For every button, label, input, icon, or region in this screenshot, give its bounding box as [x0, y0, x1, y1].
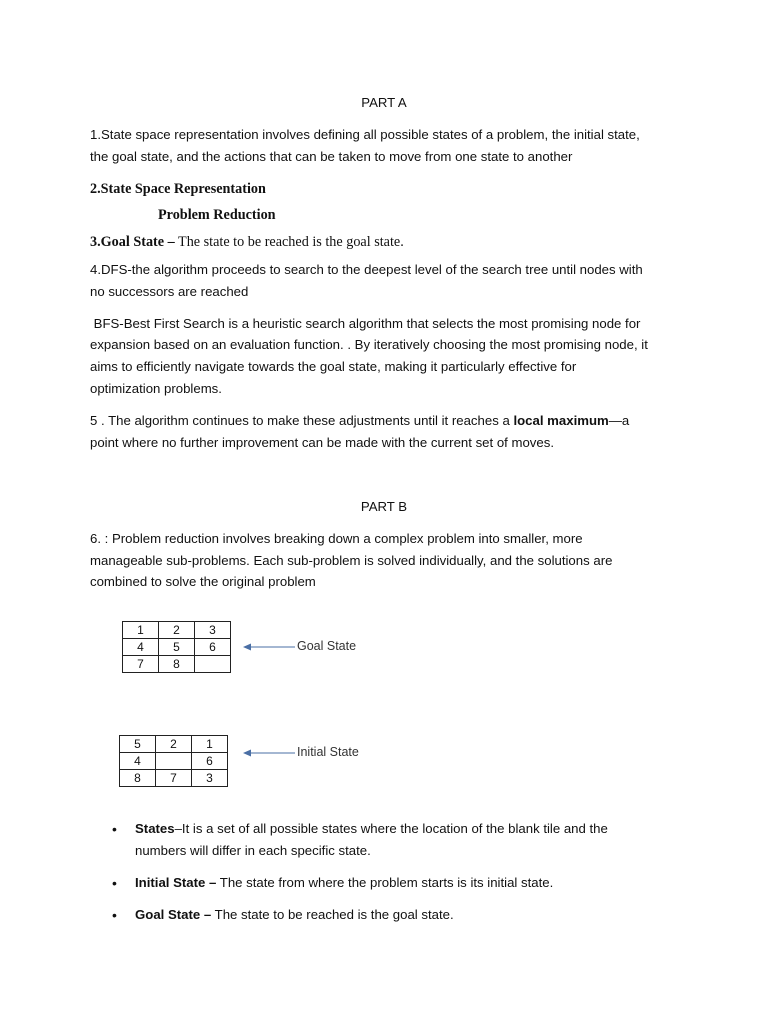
- q5-line1: [90, 410, 629, 432]
- grid-cell: 7: [123, 656, 159, 673]
- grid-cell: 8: [159, 656, 195, 673]
- initial-state-label: Initial State: [297, 745, 359, 759]
- bullet-initial-state: [135, 872, 553, 894]
- initial-arrow-icon: [243, 747, 295, 759]
- q6-line3: combined to solve the original problem: [90, 574, 316, 589]
- q4-bfs-line2: expansion based on an evaluation function. . By iteratively choosing the most promising node, it: [90, 337, 648, 352]
- q2-line1: 2.State Space Representation: [90, 181, 266, 197]
- grid-row: [120, 753, 228, 770]
- q5-bold: local maximum: [513, 413, 609, 428]
- grid-row: [123, 639, 231, 656]
- q4-bfs-line1: BFS-Best First Search is a heuristic search algorithm that selects the most promising node for: [90, 316, 641, 331]
- q4-bfs-line3: aims to efficiently navigate towards the goal state, making it particularly effective for: [90, 359, 577, 374]
- grid-cell: 1: [123, 622, 159, 639]
- grid-cell: 5: [159, 639, 195, 656]
- grid-cell: 1: [192, 736, 228, 753]
- grid-cell: 5: [120, 736, 156, 753]
- q3-line: [90, 231, 404, 253]
- grid-row: [120, 770, 228, 787]
- grid-row: [123, 622, 231, 639]
- bullet-text: The state to be reached is the goal state.: [211, 907, 454, 922]
- grid-cell: 8: [120, 770, 156, 787]
- bullet-icon: •: [112, 821, 117, 837]
- grid-row: [120, 736, 228, 753]
- grid-cell: 4: [123, 639, 159, 656]
- part-a-heading: PART A: [361, 95, 407, 110]
- grid-cell: 3: [195, 622, 231, 639]
- q1-line1: 1.State space representation involves defining all possible states of a problem, the initial state,: [90, 127, 640, 142]
- bullet-goal-state: [135, 904, 454, 926]
- grid-cell: [195, 656, 231, 673]
- q5-pre: 5 . The algorithm continues to make these adjustments until it reaches a: [90, 413, 514, 428]
- bullet-icon: •: [112, 907, 117, 923]
- part-b-heading: PART B: [360, 499, 408, 514]
- grid-row: [123, 656, 231, 673]
- grid-cell: 6: [195, 639, 231, 656]
- q4-dfs-line2: no successors are reached: [90, 284, 249, 299]
- bullet-icon: •: [112, 875, 117, 891]
- grid-cell: 2: [156, 736, 192, 753]
- bullet-text: –It is a set of all possible states where the location of the blank tile and the: [174, 821, 608, 836]
- q1-line2: the goal state, and the actions that can be taken to move from one state to another: [90, 149, 573, 164]
- goal-state-grid: [122, 621, 231, 673]
- grid-cell: 7: [156, 770, 192, 787]
- goal-arrow-icon: [243, 641, 295, 653]
- grid-cell: [156, 753, 192, 770]
- q5-line2: point where no further improvement can be made with the current set of moves.: [90, 435, 554, 450]
- grid-cell: 2: [159, 622, 195, 639]
- bullet-term: States: [135, 821, 175, 836]
- q5-post: —a: [608, 413, 630, 428]
- q3-term: 3.Goal State –: [90, 234, 175, 250]
- q6-line2: manageable sub-problems. Each sub-problem is solved individually, and the solutions are: [90, 553, 613, 568]
- bullet-term: Goal State –: [135, 907, 212, 922]
- q3-text: The state to be reached is the goal state.: [174, 234, 404, 250]
- bullet-states-line2: numbers will differ in each specific state.: [135, 843, 371, 858]
- q6-line1: 6. : Problem reduction involves breaking down a complex problem into smaller, more: [90, 531, 583, 546]
- bullet-states-line1: [135, 818, 608, 840]
- grid-cell: 3: [192, 770, 228, 787]
- bullet-text: The state from where the problem starts is its initial state.: [216, 875, 554, 890]
- grid-cell: 6: [192, 753, 228, 770]
- q4-bfs-line4: optimization problems.: [90, 381, 222, 396]
- bullet-term: Initial State –: [135, 875, 217, 890]
- q4-dfs-line1: 4.DFS-the algorithm proceeds to search to the deepest level of the search tree until nodes with: [90, 262, 643, 277]
- q2-line2: Problem Reduction: [158, 207, 276, 223]
- goal-state-label: Goal State: [297, 639, 357, 653]
- grid-cell: 4: [120, 753, 156, 770]
- initial-state-grid: [119, 735, 228, 787]
